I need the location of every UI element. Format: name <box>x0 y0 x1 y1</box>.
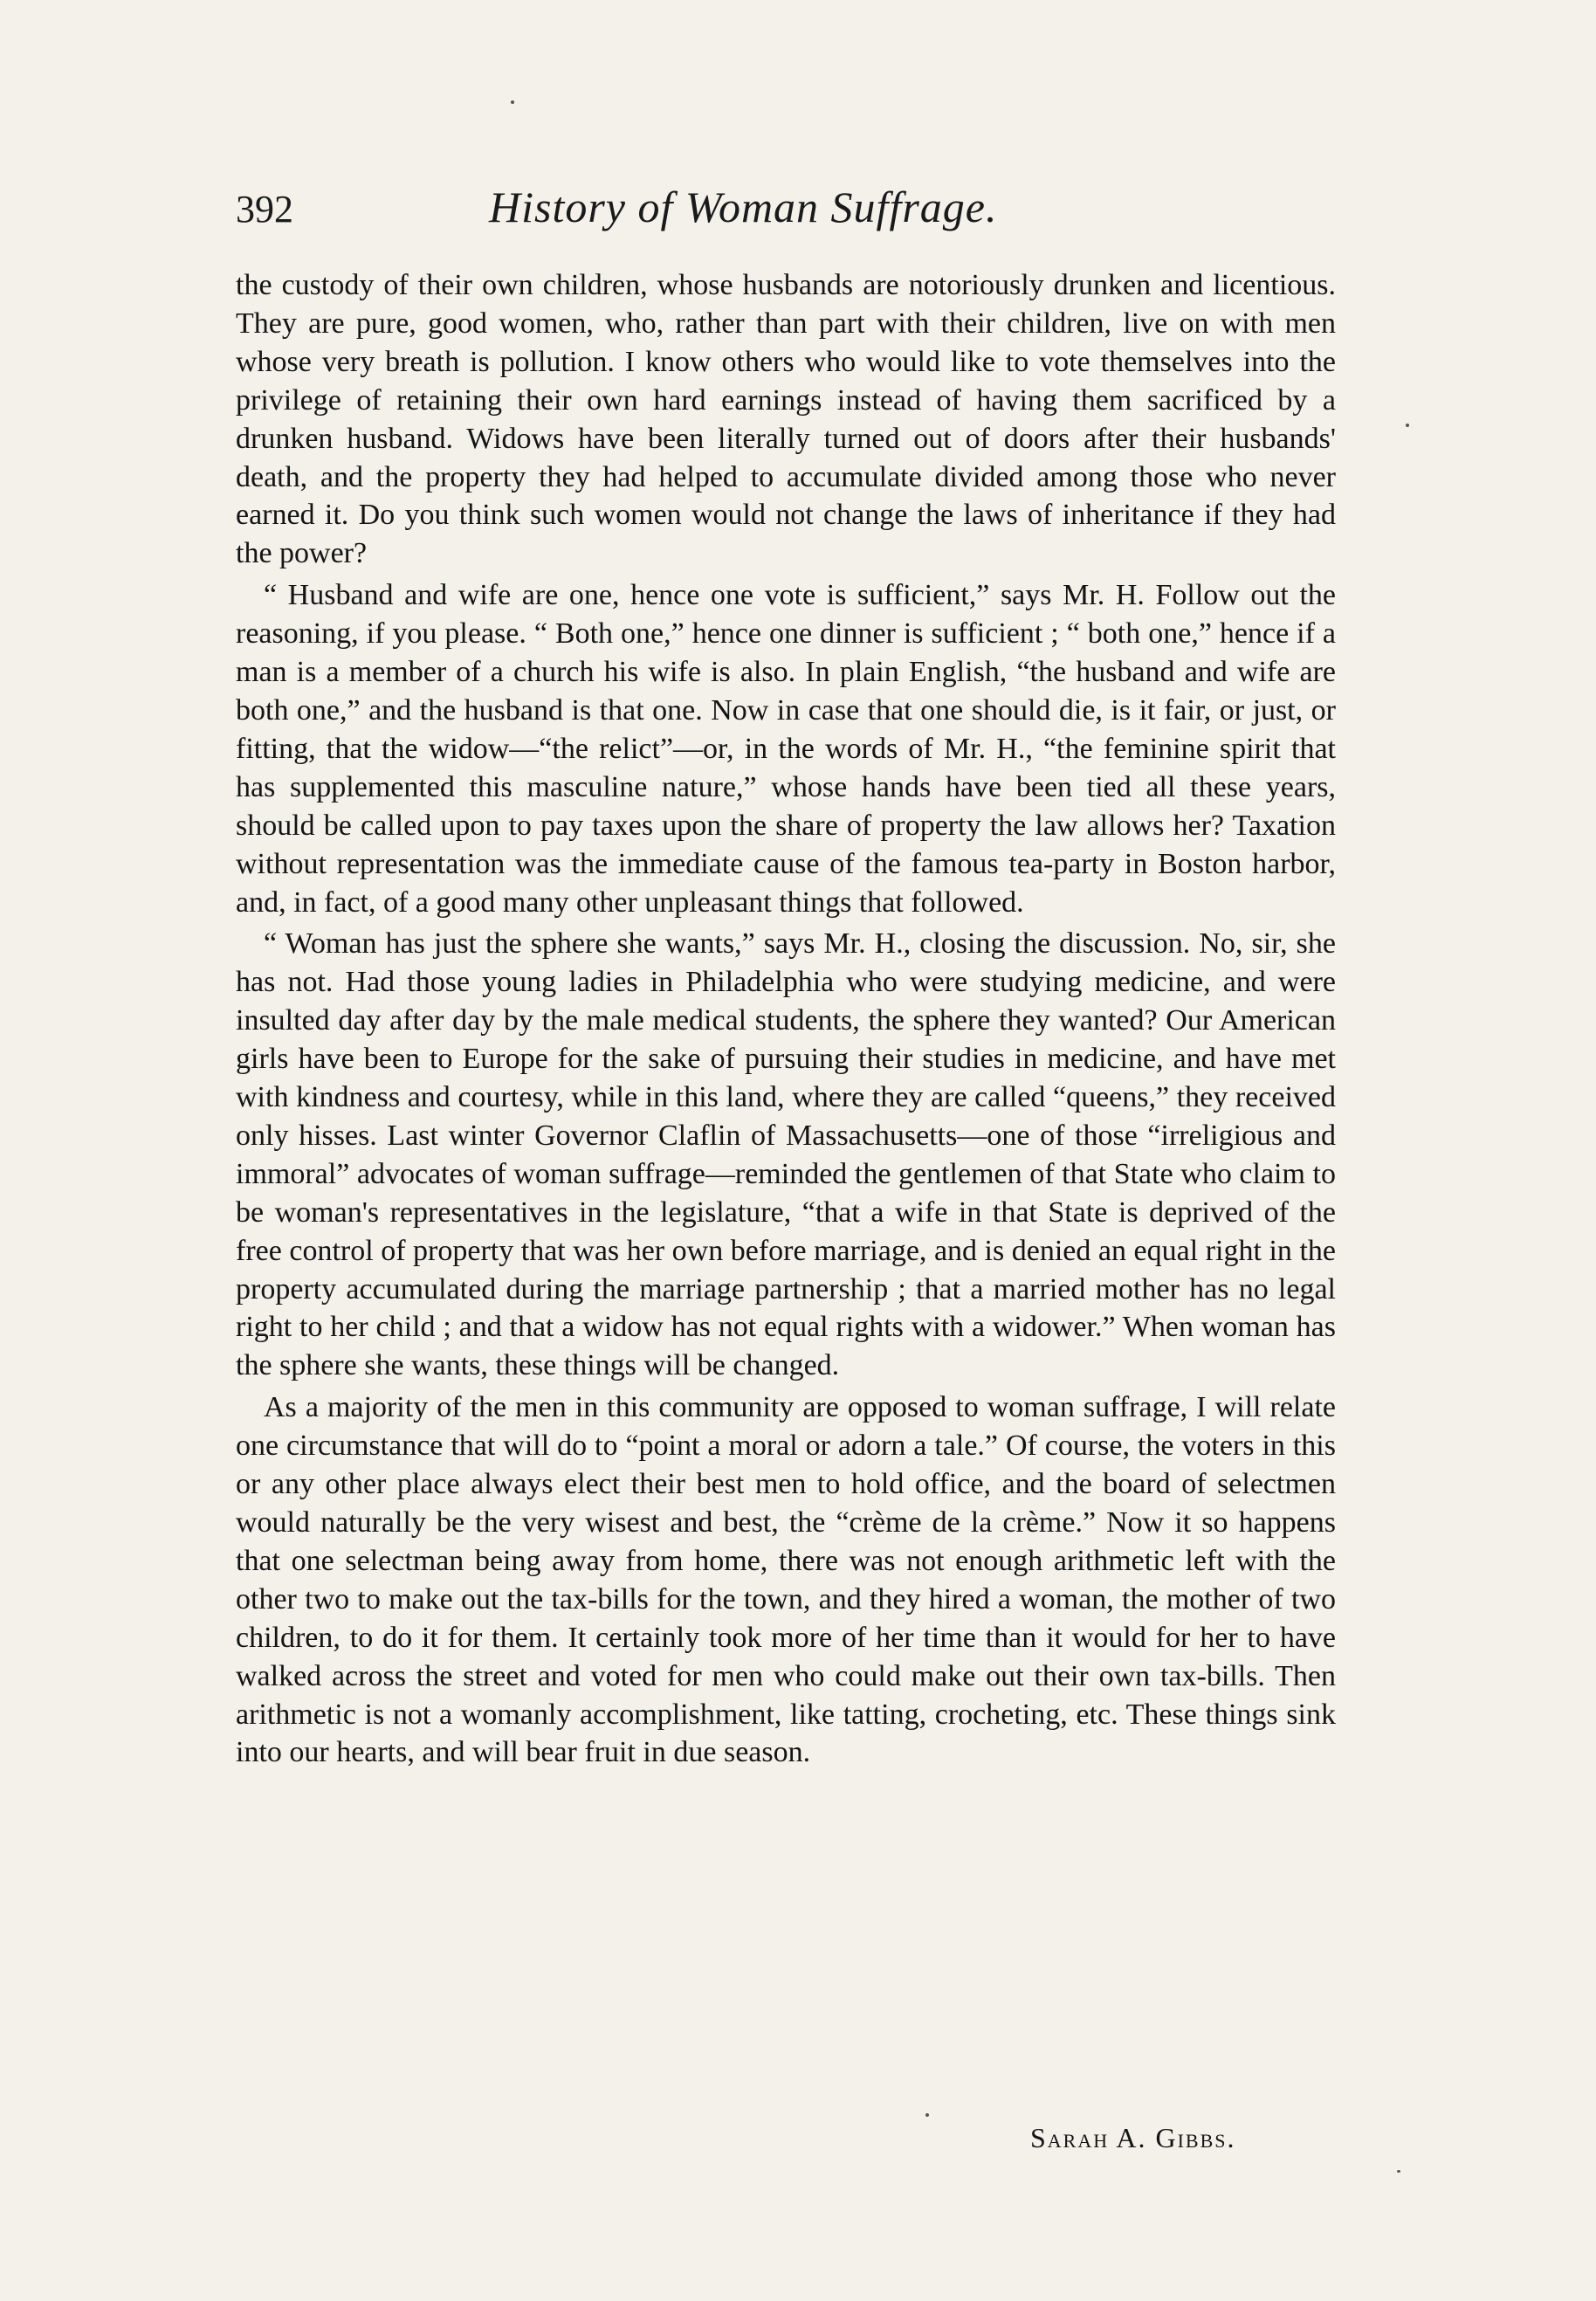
body-text <box>236 266 1336 1772</box>
author-signature: Sarah A. Gibbs. <box>1030 2122 1236 2153</box>
page-header <box>236 182 1345 243</box>
page-number: 392 <box>236 188 293 231</box>
scan-speck <box>511 100 514 104</box>
paragraph-2: “ Husband and wife are one, hence one vote is sufficient,” says Mr. H. Follow out the reasoning, if you please. “ Both one,” hence one dinner is sufficient ; “ both one,” hence if a man is a member of a church his wife is also. In plain English, “the husband and wife are both one,” and the husband is that one. Now in case that one should die, is it fair, or just, or fitting, that the widow—“the relict”—or, in the words of Mr. H., “the feminine spirit that has supplemented this masculine nature,” whose hands have been tied all these years, should be called upon to pay taxes upon the share of property the law allows her? Taxation without representation was the immediate cause of the famous tea-party in Boston harbor, and, in fact, of a good many other unpleasant things that followed. <box>236 579 1336 919</box>
paragraph-4: As a majority of the men in this community are opposed to woman suffrage, I will relate one circumstance that will do to “point a moral or adorn a tale.” Of course, the voters in this or any other place always elect their best men to hold office, and the board of selectmen would naturally be the very wisest and best, the “crème de la crème.” Now it so happens that one selectman being away from home, there was not enough arithmetic left with the other two to make out the tax-bills for the town, and they hired a woman, the mother of two children, to do it for them. It certainly took more of her time than it would for her to have walked across the street and voted for men who could make out their own tax-bills. Then arithmetic is not a womanly accomplishment, like tatting, crocheting, etc. These things sink into our hearts, and will bear fruit in due season. <box>236 1391 1336 1769</box>
scan-speck <box>925 2113 929 2117</box>
paragraph-1: the custody of their own children, whose husbands are notoriously drunken and licentious. They are pure, good women, who, rather than part with their children, live on with men whose very breath is pollution. I know others who would like to vote themselves into the privilege of retaining their own hard earnings instead of having them sacrificed by a drunken husband. Widows have been literally turned out of doors after their husbands' death, and the property they had helped to accumulate divided among those who never earned it. Do you think such women would not change the laws of inheritance if they had the power? <box>236 269 1336 570</box>
scan-speck <box>1406 424 1409 427</box>
running-title: History of Woman Suffrage. <box>489 183 998 231</box>
paragraph-3: “ Woman has just the sphere she wants,” says Mr. H., closing the discussion. No, sir, she has not. Had those young ladies in Philadelphia who were studying medicine, and were insulted day after day by the male medical students, the sphere they wanted? Our American girls have been to Europe for the sake of pursuing their studies in medicine, and have met with kindness and courtesy, while in this land, where they are called “queens,” they received only hisses. Last winter Governor Claflin of Massachusetts—one of those “irreligious and immoral” advocates of woman suffrage—reminded the gentlemen of that State who claim to be woman's representatives in the legislature, “that a wife in that State is deprived of the free control of property that was her own before marriage, and is denied an equal right in the property accumulated during the marriage partnership ; that a married mother has no legal right to her child ; and that a widow has not equal rights with a widower.” When woman has the sphere she wants, these things will be changed. <box>236 927 1336 1382</box>
scan-speck <box>1397 2170 1400 2173</box>
